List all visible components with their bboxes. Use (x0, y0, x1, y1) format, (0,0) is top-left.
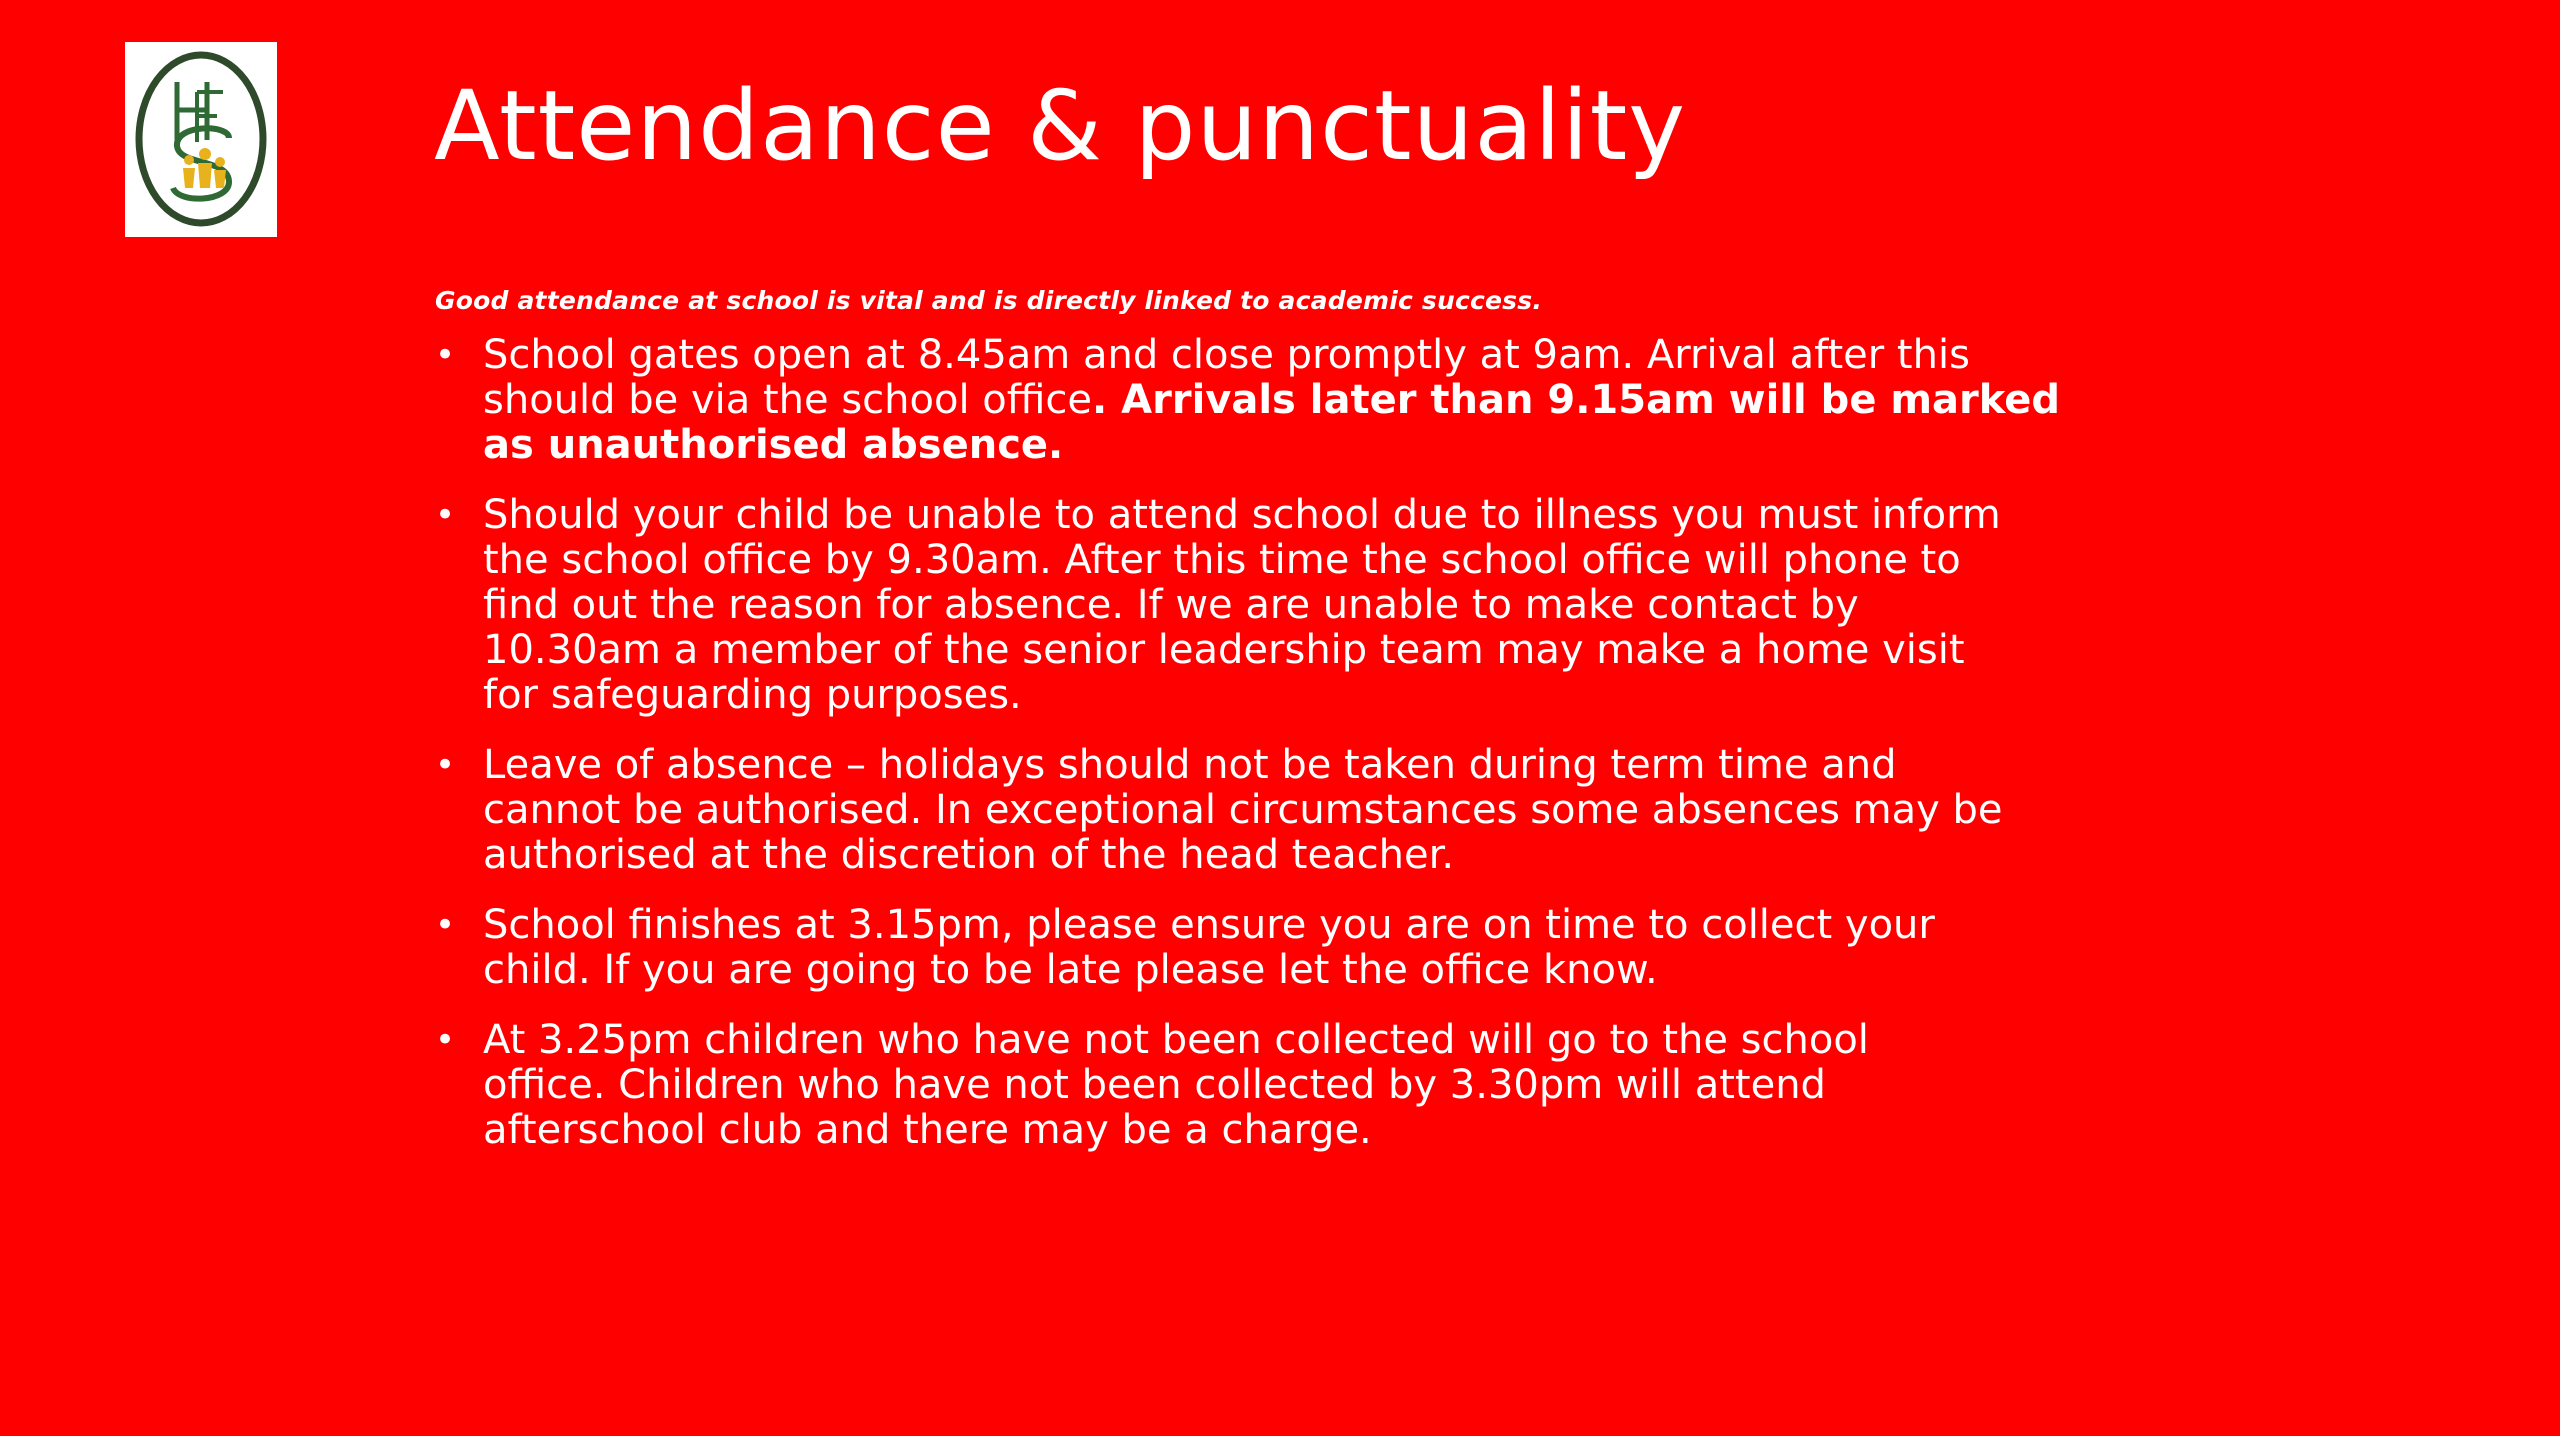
bullet-line: the school office by 9.30am. After this time the school office will phone to (483, 537, 1961, 583)
bullet-line (483, 423, 2175, 468)
bullet-line: School finishes at 3.15pm, please ensure you are on time to collect your (483, 902, 1935, 948)
school-logo (125, 42, 277, 237)
bullet-line: find out the reason for absence. If we are unable to make contact by (483, 582, 1859, 628)
bullet-line: 10.30am a member of the senior leadership team may make a home visit (483, 627, 1965, 673)
bullet-dot-icon: • (435, 335, 456, 375)
bullet-line: office. Children who have not been collected by 3.30pm will attend (483, 1062, 1826, 1108)
bullet-item (435, 743, 2175, 878)
bullet-text-bold: as unauthorised absence. (483, 422, 1064, 468)
bullet-line: afterschool club and there may be a charge. (483, 1107, 1372, 1153)
bullet-dot-icon: • (435, 1020, 456, 1060)
bullet-item (435, 493, 2175, 718)
bullet-line: authorised at the discretion of the head teacher. (483, 832, 1455, 878)
bullet-item (435, 1018, 2175, 1153)
bullet-line: Leave of absence – holidays should not be taken during term time and (483, 742, 1897, 788)
bullet-dot-icon: • (435, 745, 456, 785)
bullet-item (435, 333, 2175, 468)
bullet-line (483, 378, 2175, 423)
bullet-text-bold: . Arrivals later than 9.15am will be marked (1092, 377, 2061, 423)
bullet-line: At 3.25pm children who have not been collected will go to the school (483, 1017, 1869, 1063)
bullet-dot-icon: • (435, 905, 456, 945)
bullet-list (435, 333, 2175, 1178)
bullet-line (483, 333, 2175, 378)
intro-text: Good attendance at school is vital and is directly linked to academic success. (435, 286, 1543, 315)
bullet-item (435, 903, 2175, 993)
bullet-line: Should your child be unable to attend school due to illness you must inform (483, 492, 2001, 538)
bullet-line: cannot be authorised. In exceptional circumstances some absences may be (483, 787, 2003, 833)
bullet-line: for safeguarding purposes. (483, 672, 1022, 718)
bullet-dot-icon: • (435, 495, 456, 535)
bullet-line: child. If you are going to be late please let the office know. (483, 947, 1658, 993)
slide-title: Attendance & punctuality (434, 70, 1687, 182)
school-crest-logo-icon (125, 42, 277, 237)
bullet-text: School gates open at 8.45am and close promptly at 9am. Arrival after this (483, 332, 1970, 378)
bullet-text: should be via the school office (483, 377, 1093, 423)
